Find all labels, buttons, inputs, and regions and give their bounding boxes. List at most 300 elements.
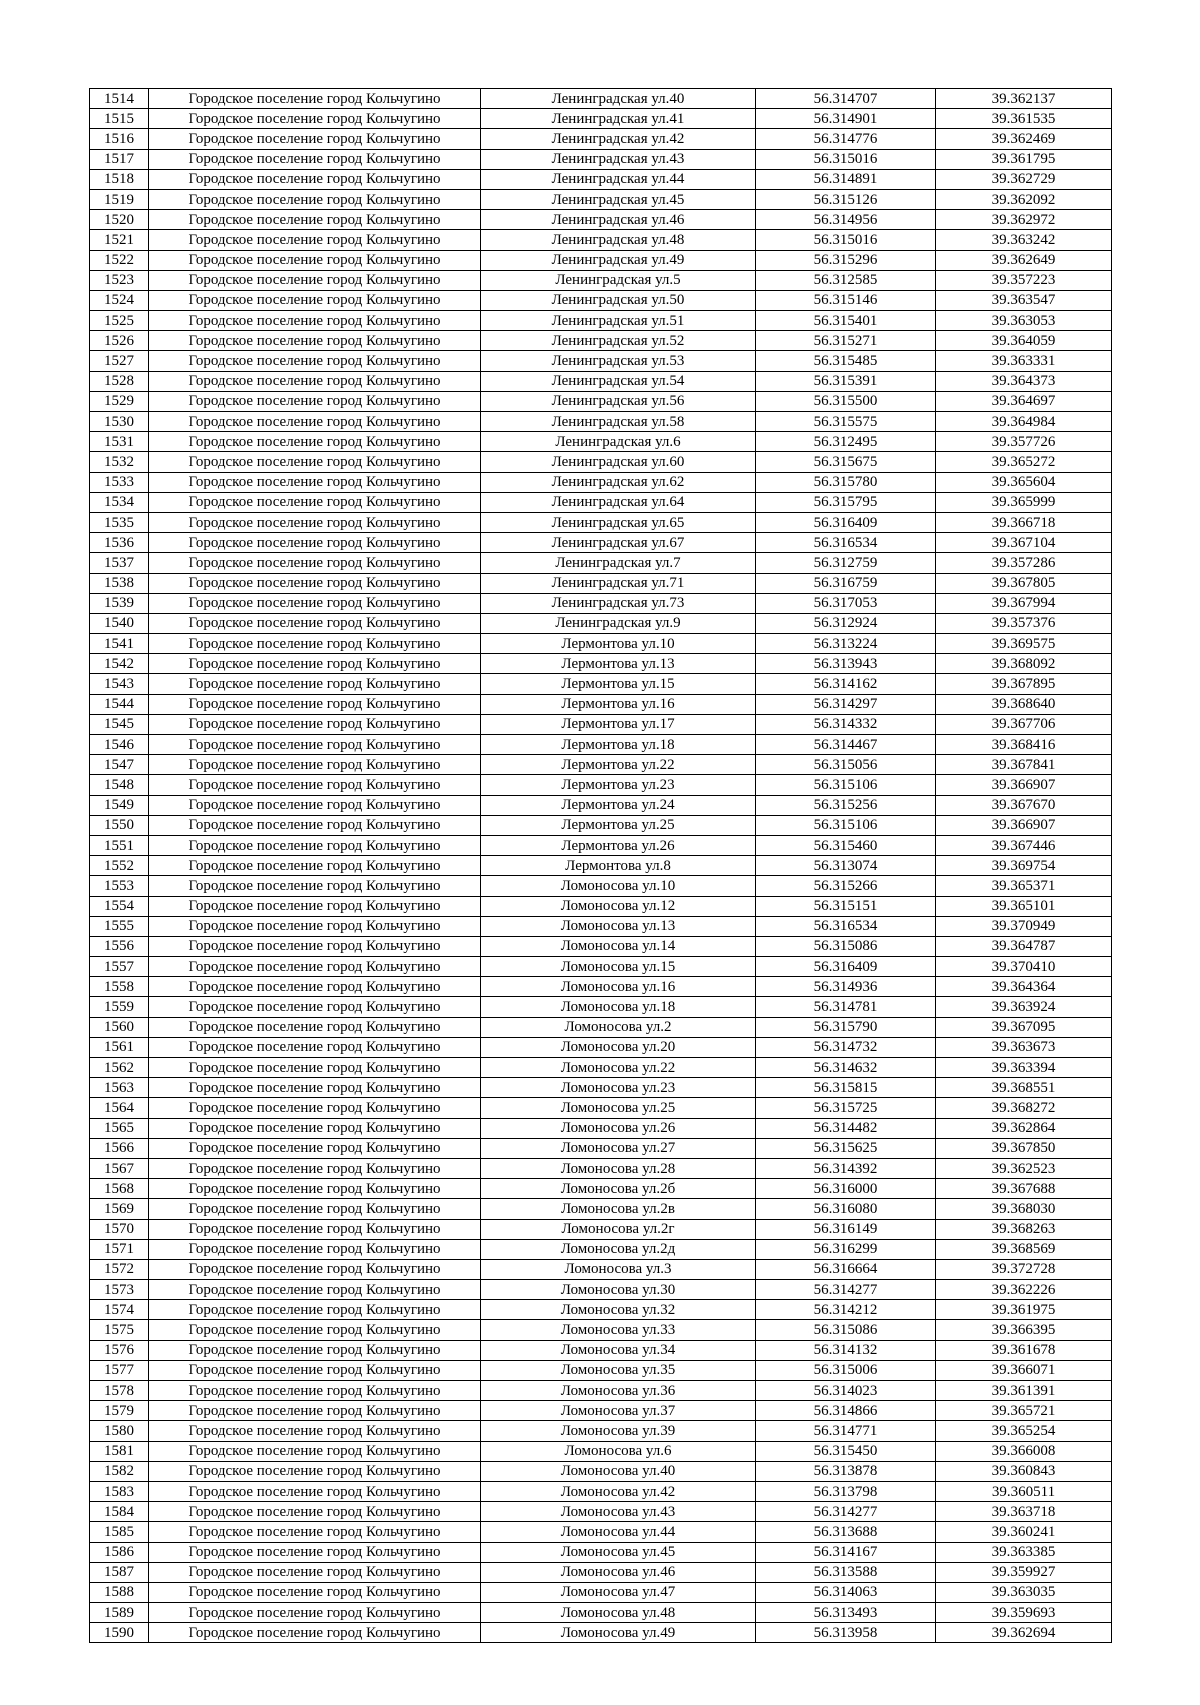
longitude-cell: 39.365721 [936, 1401, 1112, 1421]
latitude-cell: 56.316534 [756, 533, 936, 553]
settlement-name-cell: Городское поселение город Кольчугино [149, 1017, 481, 1037]
latitude-cell: 56.315126 [756, 189, 936, 209]
table-row [90, 1259, 1112, 1279]
street-address-cell: Ленинградская ул.54 [481, 371, 756, 391]
street-address-cell: Ленинградская ул.46 [481, 210, 756, 230]
table-row [90, 270, 1112, 290]
longitude-cell: 39.362469 [936, 129, 1112, 149]
latitude-cell: 56.315815 [756, 1078, 936, 1098]
row-number-cell: 1539 [90, 593, 149, 613]
table-row [90, 1058, 1112, 1078]
street-address-cell: Ленинградская ул.48 [481, 230, 756, 250]
row-number-cell: 1583 [90, 1481, 149, 1501]
street-address-cell: Ломоносова ул.35 [481, 1360, 756, 1380]
longitude-cell: 39.361795 [936, 149, 1112, 169]
longitude-cell: 39.360241 [936, 1522, 1112, 1542]
street-address-cell: Ломоносова ул.48 [481, 1603, 756, 1623]
settlement-name-cell: Городское поселение город Кольчугино [149, 1603, 481, 1623]
table-row [90, 815, 1112, 835]
latitude-cell: 56.314632 [756, 1058, 936, 1078]
latitude-cell: 56.314212 [756, 1300, 936, 1320]
latitude-cell: 56.313688 [756, 1522, 936, 1542]
street-address-cell: Ломоносова ул.34 [481, 1340, 756, 1360]
table-row [90, 613, 1112, 633]
street-address-cell: Ломоносова ул.13 [481, 916, 756, 936]
table-row [90, 896, 1112, 916]
settlement-name-cell: Городское поселение город Кольчугино [149, 593, 481, 613]
table-row [90, 1158, 1112, 1178]
row-number-cell: 1519 [90, 189, 149, 209]
latitude-cell: 56.316409 [756, 512, 936, 532]
row-number-cell: 1580 [90, 1421, 149, 1441]
longitude-cell: 39.357223 [936, 270, 1112, 290]
table-row [90, 1441, 1112, 1461]
table-row [90, 795, 1112, 815]
longitude-cell: 39.367446 [936, 835, 1112, 855]
settlement-name-cell: Городское поселение город Кольчугино [149, 1502, 481, 1522]
settlement-name-cell: Городское поселение город Кольчугино [149, 351, 481, 371]
longitude-cell: 39.362137 [936, 89, 1112, 109]
table-row [90, 1199, 1112, 1219]
longitude-cell: 39.366071 [936, 1360, 1112, 1380]
table-row [90, 1603, 1112, 1623]
row-number-cell: 1558 [90, 977, 149, 997]
table-row [90, 634, 1112, 654]
street-address-cell: Ленинградская ул.42 [481, 129, 756, 149]
latitude-cell: 56.315151 [756, 896, 936, 916]
settlement-name-cell: Городское поселение город Кольчугино [149, 957, 481, 977]
street-address-cell: Ломоносова ул.40 [481, 1461, 756, 1481]
latitude-cell: 56.315006 [756, 1360, 936, 1380]
street-address-cell: Ленинградская ул.52 [481, 331, 756, 351]
settlement-name-cell: Городское поселение город Кольчугино [149, 270, 481, 290]
longitude-cell: 39.362864 [936, 1118, 1112, 1138]
street-address-cell: Ломоносова ул.45 [481, 1542, 756, 1562]
row-number-cell: 1521 [90, 230, 149, 250]
settlement-name-cell: Городское поселение город Кольчугино [149, 371, 481, 391]
latitude-cell: 56.314063 [756, 1582, 936, 1602]
row-number-cell: 1556 [90, 936, 149, 956]
row-number-cell: 1577 [90, 1360, 149, 1380]
latitude-cell: 56.314023 [756, 1381, 936, 1401]
street-address-cell: Ломоносова ул.2в [481, 1199, 756, 1219]
latitude-cell: 56.316759 [756, 573, 936, 593]
row-number-cell: 1553 [90, 876, 149, 896]
latitude-cell: 56.312924 [756, 613, 936, 633]
longitude-cell: 39.360511 [936, 1481, 1112, 1501]
table-row [90, 674, 1112, 694]
longitude-cell: 39.368030 [936, 1199, 1112, 1219]
latitude-cell: 56.315575 [756, 412, 936, 432]
settlement-name-cell: Городское поселение город Кольчугино [149, 1401, 481, 1421]
street-address-cell: Ломоносова ул.42 [481, 1481, 756, 1501]
settlement-name-cell: Городское поселение город Кольчугино [149, 856, 481, 876]
row-number-cell: 1573 [90, 1280, 149, 1300]
table-row [90, 391, 1112, 411]
table-row [90, 290, 1112, 310]
longitude-cell: 39.367895 [936, 674, 1112, 694]
latitude-cell: 56.314707 [756, 89, 936, 109]
row-number-cell: 1587 [90, 1562, 149, 1582]
table-row [90, 1320, 1112, 1340]
street-address-cell: Ломоносова ул.43 [481, 1502, 756, 1522]
street-address-cell: Ломоносова ул.15 [481, 957, 756, 977]
longitude-cell: 39.364787 [936, 936, 1112, 956]
table-row [90, 472, 1112, 492]
row-number-cell: 1515 [90, 109, 149, 129]
settlement-name-cell: Городское поселение город Кольчугино [149, 1421, 481, 1441]
street-address-cell: Ломоносова ул.28 [481, 1158, 756, 1178]
latitude-cell: 56.314132 [756, 1340, 936, 1360]
table-row [90, 1502, 1112, 1522]
row-number-cell: 1562 [90, 1058, 149, 1078]
table-row [90, 189, 1112, 209]
table-row [90, 412, 1112, 432]
table-row [90, 1421, 1112, 1441]
row-number-cell: 1545 [90, 714, 149, 734]
longitude-cell: 39.365604 [936, 472, 1112, 492]
street-address-cell: Ленинградская ул.65 [481, 512, 756, 532]
settlement-name-cell: Городское поселение город Кольчугино [149, 512, 481, 532]
table-row [90, 129, 1112, 149]
settlement-name-cell: Городское поселение город Кольчугино [149, 311, 481, 331]
street-address-cell: Ленинградская ул.7 [481, 553, 756, 573]
table-body [90, 89, 1112, 1643]
latitude-cell: 56.312759 [756, 553, 936, 573]
longitude-cell: 39.367095 [936, 1017, 1112, 1037]
row-number-cell: 1559 [90, 997, 149, 1017]
latitude-cell: 56.315016 [756, 230, 936, 250]
longitude-cell: 39.363385 [936, 1542, 1112, 1562]
latitude-cell: 56.315056 [756, 755, 936, 775]
table-row [90, 1118, 1112, 1138]
row-number-cell: 1563 [90, 1078, 149, 1098]
settlement-name-cell: Городское поселение город Кольчугино [149, 129, 481, 149]
row-number-cell: 1554 [90, 896, 149, 916]
latitude-cell: 56.316534 [756, 916, 936, 936]
street-address-cell: Ломоносова ул.2г [481, 1219, 756, 1239]
latitude-cell: 56.316000 [756, 1179, 936, 1199]
latitude-cell: 56.314776 [756, 129, 936, 149]
table-row [90, 149, 1112, 169]
longitude-cell: 39.366907 [936, 775, 1112, 795]
row-number-cell: 1566 [90, 1138, 149, 1158]
longitude-cell: 39.362649 [936, 250, 1112, 270]
row-number-cell: 1586 [90, 1542, 149, 1562]
settlement-name-cell: Городское поселение город Кольчугино [149, 714, 481, 734]
latitude-cell: 56.314732 [756, 1037, 936, 1057]
latitude-cell: 56.314866 [756, 1401, 936, 1421]
longitude-cell: 39.365999 [936, 492, 1112, 512]
row-number-cell: 1565 [90, 1118, 149, 1138]
settlement-name-cell: Городское поселение город Кольчугино [149, 290, 481, 310]
row-number-cell: 1543 [90, 674, 149, 694]
settlement-name-cell: Городское поселение город Кольчугино [149, 1542, 481, 1562]
longitude-cell: 39.368263 [936, 1219, 1112, 1239]
street-address-cell: Ломоносова ул.46 [481, 1562, 756, 1582]
row-number-cell: 1569 [90, 1199, 149, 1219]
latitude-cell: 56.315625 [756, 1138, 936, 1158]
latitude-cell: 56.313074 [756, 856, 936, 876]
table-row [90, 109, 1112, 129]
settlement-name-cell: Городское поселение город Кольчугино [149, 492, 481, 512]
street-address-cell: Ломоносова ул.3 [481, 1259, 756, 1279]
settlement-name-cell: Городское поселение город Кольчугино [149, 815, 481, 835]
table-row [90, 1037, 1112, 1057]
table-row [90, 856, 1112, 876]
address-coordinates-table [89, 88, 1112, 1643]
table-row [90, 553, 1112, 573]
street-address-cell: Лермонтова ул.15 [481, 674, 756, 694]
latitude-cell: 56.314277 [756, 1280, 936, 1300]
settlement-name-cell: Городское поселение город Кольчугино [149, 795, 481, 815]
table-row [90, 371, 1112, 391]
row-number-cell: 1578 [90, 1381, 149, 1401]
settlement-name-cell: Городское поселение город Кольчугино [149, 149, 481, 169]
table-row [90, 775, 1112, 795]
settlement-name-cell: Городское поселение город Кольчугино [149, 1562, 481, 1582]
table-row [90, 432, 1112, 452]
row-number-cell: 1546 [90, 735, 149, 755]
settlement-name-cell: Городское поселение город Кольчугино [149, 1441, 481, 1461]
row-number-cell: 1550 [90, 815, 149, 835]
street-address-cell: Ломоносова ул.27 [481, 1138, 756, 1158]
settlement-name-cell: Городское поселение город Кольчугино [149, 1219, 481, 1239]
table-row [90, 573, 1112, 593]
settlement-name-cell: Городское поселение город Кольчугино [149, 472, 481, 492]
street-address-cell: Ленинградская ул.9 [481, 613, 756, 633]
latitude-cell: 56.315016 [756, 149, 936, 169]
street-address-cell: Ленинградская ул.53 [481, 351, 756, 371]
latitude-cell: 56.315296 [756, 250, 936, 270]
table-row [90, 1481, 1112, 1501]
latitude-cell: 56.313798 [756, 1481, 936, 1501]
table-row [90, 331, 1112, 351]
street-address-cell: Ломоносова ул.12 [481, 896, 756, 916]
latitude-cell: 56.313958 [756, 1623, 936, 1643]
settlement-name-cell: Городское поселение город Кольчугино [149, 674, 481, 694]
street-address-cell: Ленинградская ул.41 [481, 109, 756, 129]
longitude-cell: 39.370410 [936, 957, 1112, 977]
longitude-cell: 39.361975 [936, 1300, 1112, 1320]
row-number-cell: 1534 [90, 492, 149, 512]
street-address-cell: Ленинградская ул.67 [481, 533, 756, 553]
latitude-cell: 56.315675 [756, 452, 936, 472]
longitude-cell: 39.362523 [936, 1158, 1112, 1178]
row-number-cell: 1574 [90, 1300, 149, 1320]
row-number-cell: 1571 [90, 1239, 149, 1259]
street-address-cell: Ломоносова ул.22 [481, 1058, 756, 1078]
street-address-cell: Ломоносова ул.2 [481, 1017, 756, 1037]
row-number-cell: 1579 [90, 1401, 149, 1421]
table-row [90, 997, 1112, 1017]
longitude-cell: 39.368551 [936, 1078, 1112, 1098]
longitude-cell: 39.362972 [936, 210, 1112, 230]
settlement-name-cell: Городское поселение город Кольчугино [149, 1481, 481, 1501]
table-row [90, 1017, 1112, 1037]
street-address-cell: Лермонтова ул.26 [481, 835, 756, 855]
table-row [90, 1381, 1112, 1401]
row-number-cell: 1538 [90, 573, 149, 593]
table-row [90, 1461, 1112, 1481]
table-row [90, 1522, 1112, 1542]
settlement-name-cell: Городское поселение город Кольчугино [149, 1037, 481, 1057]
settlement-name-cell: Городское поселение город Кольчугино [149, 533, 481, 553]
street-address-cell: Лермонтова ул.8 [481, 856, 756, 876]
table-row [90, 1300, 1112, 1320]
longitude-cell: 39.357286 [936, 553, 1112, 573]
latitude-cell: 56.314297 [756, 694, 936, 714]
latitude-cell: 56.315266 [756, 876, 936, 896]
settlement-name-cell: Городское поселение город Кольчугино [149, 553, 481, 573]
latitude-cell: 56.316149 [756, 1219, 936, 1239]
longitude-cell: 39.368092 [936, 654, 1112, 674]
row-number-cell: 1581 [90, 1441, 149, 1461]
row-number-cell: 1582 [90, 1461, 149, 1481]
settlement-name-cell: Городское поселение город Кольчугино [149, 89, 481, 109]
latitude-cell: 56.314392 [756, 1158, 936, 1178]
table-row [90, 1219, 1112, 1239]
longitude-cell: 39.367850 [936, 1138, 1112, 1158]
row-number-cell: 1568 [90, 1179, 149, 1199]
street-address-cell: Ломоносова ул.32 [481, 1300, 756, 1320]
table-row [90, 1098, 1112, 1118]
table-row [90, 1360, 1112, 1380]
row-number-cell: 1516 [90, 129, 149, 149]
table-row [90, 755, 1112, 775]
row-number-cell: 1544 [90, 694, 149, 714]
longitude-cell: 39.365101 [936, 896, 1112, 916]
settlement-name-cell: Городское поселение город Кольчугино [149, 250, 481, 270]
street-address-cell: Лермонтова ул.17 [481, 714, 756, 734]
longitude-cell: 39.363394 [936, 1058, 1112, 1078]
street-address-cell: Ленинградская ул.44 [481, 169, 756, 189]
street-address-cell: Ломоносова ул.6 [481, 1441, 756, 1461]
settlement-name-cell: Городское поселение город Кольчугино [149, 210, 481, 230]
latitude-cell: 56.314781 [756, 997, 936, 1017]
settlement-name-cell: Городское поселение город Кольчугино [149, 1199, 481, 1219]
street-address-cell: Ломоносова ул.30 [481, 1280, 756, 1300]
longitude-cell: 39.363924 [936, 997, 1112, 1017]
street-address-cell: Ломоносова ул.14 [481, 936, 756, 956]
street-address-cell: Ленинградская ул.6 [481, 432, 756, 452]
longitude-cell: 39.365272 [936, 452, 1112, 472]
settlement-name-cell: Городское поселение город Кольчугино [149, 694, 481, 714]
table-row [90, 311, 1112, 331]
longitude-cell: 39.357376 [936, 613, 1112, 633]
settlement-name-cell: Городское поселение город Кольчугино [149, 1280, 481, 1300]
street-address-cell: Ленинградская ул.5 [481, 270, 756, 290]
street-address-cell: Ломоносова ул.2б [481, 1179, 756, 1199]
row-number-cell: 1536 [90, 533, 149, 553]
settlement-name-cell: Городское поселение город Кольчугино [149, 1158, 481, 1178]
row-number-cell: 1525 [90, 311, 149, 331]
longitude-cell: 39.370949 [936, 916, 1112, 936]
settlement-name-cell: Городское поселение город Кольчугино [149, 654, 481, 674]
longitude-cell: 39.367688 [936, 1179, 1112, 1199]
longitude-cell: 39.365254 [936, 1421, 1112, 1441]
table-row [90, 1542, 1112, 1562]
table-row [90, 876, 1112, 896]
street-address-cell: Ломоносова ул.26 [481, 1118, 756, 1138]
table-row [90, 1280, 1112, 1300]
latitude-cell: 56.314277 [756, 1502, 936, 1522]
longitude-cell: 39.366718 [936, 512, 1112, 532]
row-number-cell: 1576 [90, 1340, 149, 1360]
table-row [90, 714, 1112, 734]
longitude-cell: 39.367706 [936, 714, 1112, 734]
latitude-cell: 56.314467 [756, 735, 936, 755]
row-number-cell: 1555 [90, 916, 149, 936]
settlement-name-cell: Городское поселение город Кольчугино [149, 331, 481, 351]
row-number-cell: 1541 [90, 634, 149, 654]
table-row [90, 1340, 1112, 1360]
settlement-name-cell: Городское поселение город Кольчугино [149, 573, 481, 593]
longitude-cell: 39.367104 [936, 533, 1112, 553]
settlement-name-cell: Городское поселение город Кольчугино [149, 1381, 481, 1401]
table-row [90, 1138, 1112, 1158]
street-address-cell: Ленинградская ул.58 [481, 412, 756, 432]
longitude-cell: 39.372728 [936, 1259, 1112, 1279]
latitude-cell: 56.313493 [756, 1603, 936, 1623]
street-address-cell: Ленинградская ул.45 [481, 189, 756, 209]
longitude-cell: 39.368640 [936, 694, 1112, 714]
table-row [90, 593, 1112, 613]
street-address-cell: Ленинградская ул.43 [481, 149, 756, 169]
settlement-name-cell: Городское поселение город Кольчугино [149, 613, 481, 633]
street-address-cell: Ленинградская ул.73 [481, 593, 756, 613]
settlement-name-cell: Городское поселение город Кольчугино [149, 1623, 481, 1643]
row-number-cell: 1526 [90, 331, 149, 351]
street-address-cell: Лермонтова ул.22 [481, 755, 756, 775]
row-number-cell: 1535 [90, 512, 149, 532]
longitude-cell: 39.363547 [936, 290, 1112, 310]
street-address-cell: Ломоносова ул.2д [481, 1239, 756, 1259]
latitude-cell: 56.315401 [756, 311, 936, 331]
table-row [90, 1078, 1112, 1098]
longitude-cell: 39.360843 [936, 1461, 1112, 1481]
latitude-cell: 56.314332 [756, 714, 936, 734]
table-row [90, 492, 1112, 512]
street-address-cell: Лермонтова ул.25 [481, 815, 756, 835]
settlement-name-cell: Городское поселение город Кольчугино [149, 169, 481, 189]
street-address-cell: Ленинградская ул.49 [481, 250, 756, 270]
street-address-cell: Ломоносова ул.16 [481, 977, 756, 997]
settlement-name-cell: Городское поселение город Кольчугино [149, 997, 481, 1017]
table-row [90, 835, 1112, 855]
row-number-cell: 1524 [90, 290, 149, 310]
row-number-cell: 1514 [90, 89, 149, 109]
longitude-cell: 39.363331 [936, 351, 1112, 371]
latitude-cell: 56.315460 [756, 835, 936, 855]
street-address-cell: Ленинградская ул.40 [481, 89, 756, 109]
row-number-cell: 1572 [90, 1259, 149, 1279]
longitude-cell: 39.362694 [936, 1623, 1112, 1643]
latitude-cell: 56.314482 [756, 1118, 936, 1138]
latitude-cell: 56.314956 [756, 210, 936, 230]
latitude-cell: 56.314162 [756, 674, 936, 694]
row-number-cell: 1561 [90, 1037, 149, 1057]
settlement-name-cell: Городское поселение город Кольчугино [149, 1340, 481, 1360]
row-number-cell: 1585 [90, 1522, 149, 1542]
settlement-name-cell: Городское поселение город Кольчугино [149, 1300, 481, 1320]
latitude-cell: 56.315725 [756, 1098, 936, 1118]
street-address-cell: Ленинградская ул.56 [481, 391, 756, 411]
table-row [90, 250, 1112, 270]
table-row [90, 694, 1112, 714]
row-number-cell: 1567 [90, 1158, 149, 1178]
settlement-name-cell: Городское поселение город Кольчугино [149, 1138, 481, 1158]
